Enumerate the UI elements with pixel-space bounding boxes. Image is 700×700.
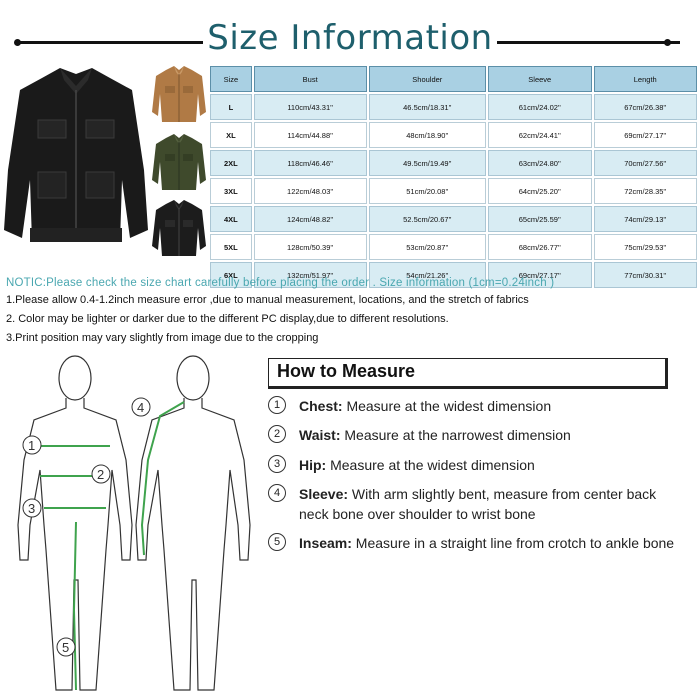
cell-size: 3XL (210, 178, 252, 204)
measure-item-sleeve (268, 484, 688, 524)
cell-shoulder: 46.5cm/18.31'' (369, 94, 486, 120)
measure-item-inseam (268, 533, 688, 553)
cell-bust: 114cm/44.88'' (254, 122, 367, 148)
back-figure-outline (136, 356, 250, 690)
measure-number: 3 (268, 455, 286, 473)
cell-length: 74cm/29.13'' (594, 206, 698, 232)
size-table (208, 64, 699, 290)
cell-length: 77cm/30.31'' (594, 262, 698, 288)
table-row (210, 150, 697, 176)
table-row (210, 122, 697, 148)
cell-shoulder: 52.5cm/20.67'' (369, 206, 486, 232)
cell-length: 75cm/29.53'' (594, 234, 698, 260)
measure-label: Waist: (299, 427, 341, 443)
cell-size: 4XL (210, 206, 252, 232)
table-row (210, 178, 697, 204)
cell-shoulder: 53cm/20.87'' (369, 234, 486, 260)
cell-sleeve: 63cm/24.80'' (488, 150, 591, 176)
table-header-row (210, 66, 697, 92)
table-row (210, 234, 697, 260)
body-measure-figure (0, 350, 260, 695)
cell-bust: 122cm/48.03'' (254, 178, 367, 204)
marker-4-label: 4 (137, 400, 145, 415)
jacket-images (0, 58, 210, 268)
page-title: Size Information (203, 18, 496, 58)
header-length: Length (594, 66, 698, 92)
title-banner (0, 14, 700, 64)
cell-bust: 110cm/43.31'' (254, 94, 367, 120)
how-to-measure-title: How to Measure (277, 361, 416, 381)
cell-shoulder: 54cm/21.26'' (369, 262, 486, 288)
measure-number: 4 (268, 484, 286, 502)
measure-number: 1 (268, 396, 286, 414)
measure-number: 5 (268, 533, 286, 551)
cell-length: 67cm/26.38'' (594, 94, 698, 120)
cell-sleeve: 64cm/25.20'' (488, 178, 591, 204)
note-3: 3.Print position may vary slightly from image due to the cropping (6, 332, 319, 344)
marker-1-label: 1 (28, 438, 36, 453)
jacket-main-image (2, 60, 150, 250)
note-2: 2. Color may be lighter or darker due to the different PC display,due to different resolutions. (6, 313, 449, 325)
cell-shoulder: 48cm/18.90'' (369, 122, 486, 148)
cell-size: 5XL (210, 234, 252, 260)
cell-shoulder: 49.5cm/19.49'' (369, 150, 486, 176)
table-row (210, 94, 697, 120)
jacket-khaki-image (150, 64, 208, 126)
cell-bust: 118cm/46.46'' (254, 150, 367, 176)
header-bust: Bust (254, 66, 367, 92)
cell-sleeve: 62cm/24.41'' (488, 122, 591, 148)
measure-label: Hip: (299, 457, 327, 473)
cell-sleeve: 68cm/26.77'' (488, 234, 591, 260)
cell-shoulder: 51cm/20.08'' (369, 178, 486, 204)
measure-number: 2 (268, 425, 286, 443)
measure-item-chest (268, 396, 688, 416)
measure-label: Inseam: (299, 535, 352, 551)
header-size: Size (210, 66, 252, 92)
jacket-black-image (150, 198, 208, 260)
cell-size: L (210, 94, 252, 120)
inseam-line (74, 522, 76, 690)
cell-sleeve: 69cm/27.17'' (488, 262, 591, 288)
marker-3-label: 3 (28, 501, 36, 516)
how-to-measure-box (268, 358, 668, 389)
table-row (210, 206, 697, 232)
cell-size: 6XL (210, 262, 252, 288)
measure-item-hip (268, 455, 688, 475)
measure-description: Measure at the narrowest dimension (340, 427, 571, 443)
marker-5-label: 5 (62, 640, 70, 655)
measure-label: Sleeve: (299, 486, 349, 502)
cell-sleeve: 61cm/24.02'' (488, 94, 591, 120)
jacket-green-image (150, 132, 208, 194)
cell-length: 70cm/27.56'' (594, 150, 698, 176)
header-shoulder: Shoulder (369, 66, 486, 92)
notice-text: NOTIC:Please check the size chart carefully before placing the order . Size information (1cm=0.24inch ) (6, 277, 555, 289)
cell-size: 2XL (210, 150, 252, 176)
measure-description: Measure in a straight line from crotch to ankle bone (351, 535, 675, 551)
cell-size: XL (210, 122, 252, 148)
cell-sleeve: 65cm/25.59'' (488, 206, 591, 232)
note-1: 1.Please allow 0.4-1.2inch measure error ,due to manual measurement, locations, and the stretch of fabrics (6, 294, 529, 306)
measure-description: With arm slightly bent, measure from center back neck bone over shoulder to wrist bone (299, 486, 657, 522)
measure-description: Measure at the widest dimension (326, 457, 535, 473)
cell-bust: 132cm/51.97'' (254, 262, 367, 288)
header-sleeve: Sleeve (488, 66, 591, 92)
cell-bust: 124cm/48.82'' (254, 206, 367, 232)
cell-length: 72cm/28.35'' (594, 178, 698, 204)
cell-bust: 128cm/50.39'' (254, 234, 367, 260)
marker-2-label: 2 (97, 467, 105, 482)
cell-length: 69cm/27.17'' (594, 122, 698, 148)
measure-item-waist (268, 425, 688, 445)
measure-label: Chest: (299, 398, 343, 414)
measure-description: Measure at the widest dimension (342, 398, 552, 414)
